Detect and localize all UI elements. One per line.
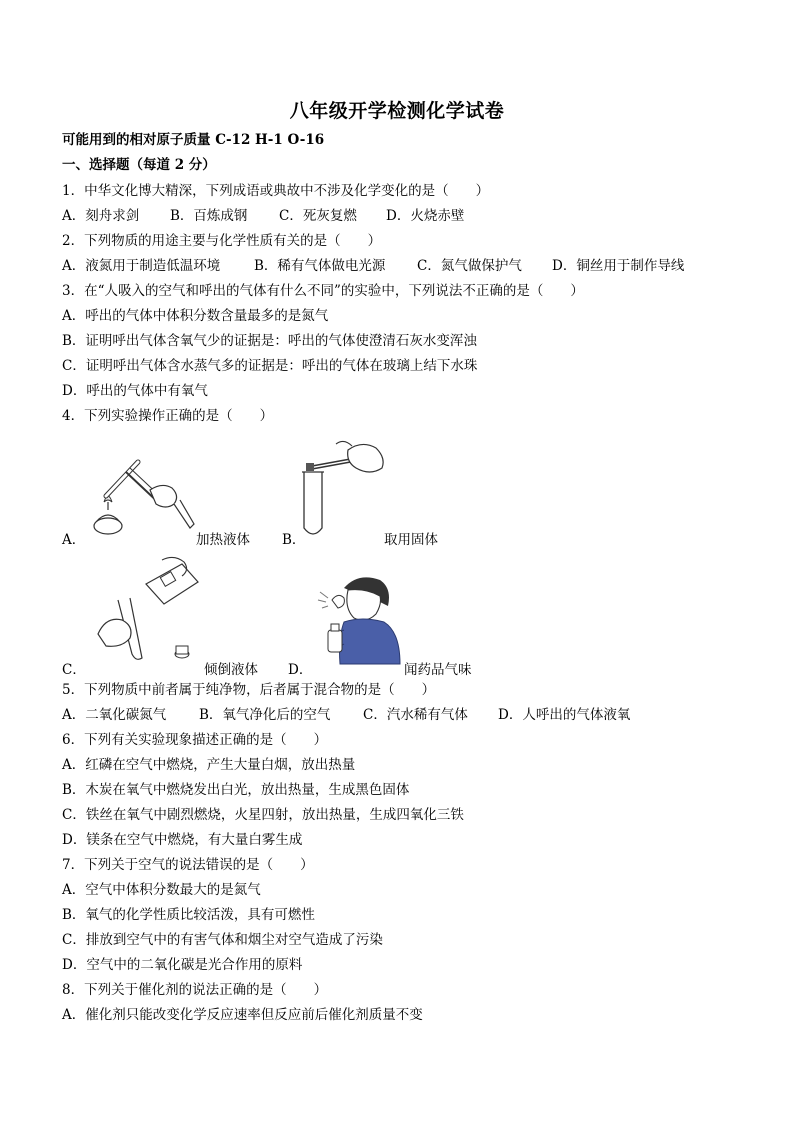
figure-d-letter: D． (288, 662, 313, 678)
figure-b-letter: B． (282, 532, 306, 548)
question-3-option-b: B．证明呼出气体含氧气少的证据是：呼出的气体使澄清石灰水变浑浊 (62, 333, 477, 349)
question-5-options (62, 706, 630, 724)
question-2-stem: 2．下列物质的用途主要与化学性质有关的是（ ） (62, 233, 382, 249)
question-6-option-d: D．镁条在空气中燃烧，有大量白雾生成 (62, 832, 303, 848)
figure-d-smelling-chemicals-image (314, 572, 406, 666)
figure-d-caption: 闻药品气味 (404, 662, 472, 678)
question-1-option-c: C．死灰复燃 (279, 208, 357, 224)
question-5-option-b: B．氧气净化后的空气 (199, 707, 331, 723)
question-1-option-d: D．火烧赤壁 (386, 208, 465, 224)
exam-title: 八年级开学检测化学试卷 (289, 100, 505, 122)
figure-c-letter: C． (62, 662, 86, 678)
question-3-stem: 3．在“人吸入的空气和呼出的气体有什么不同”的实验中，下列说法不正确的是（ ） (62, 283, 584, 299)
question-5-option-c: C．汽水稀有气体 (363, 707, 468, 723)
question-1-option-a: A．刻舟求剑 (62, 208, 140, 224)
figure-a-caption: 加热液体 (196, 532, 250, 548)
question-6-option-a: A．红磷在空气中燃烧，产生大量白烟，放出热量 (62, 757, 356, 773)
figure-b-caption: 取用固体 (384, 532, 438, 548)
figure-a-heating-liquid-image (88, 452, 198, 540)
question-8-stem: 8．下列关于催化剂的说法正确的是（ ） (62, 982, 328, 998)
question-5-stem: 5．下列物质中前者属于纯净物，后者属于混合物的是（ ） (62, 682, 436, 698)
question-8-option-a: A．催化剂只能改变化学反应速率但反应前后催化剂质量不变 (62, 1007, 423, 1023)
figure-a-letter: A． (62, 532, 86, 548)
question-1-option-b: B．百炼成钢 (170, 208, 248, 224)
question-5-option-a: A．二氧化碳氮气 (62, 707, 167, 723)
question-7-option-a: A．空气中体积分数最大的是氮气 (62, 882, 261, 898)
question-1-stem: 1．中华文化博大精深，下列成语或典故中不涉及化学变化的是（ ） (62, 183, 490, 199)
question-2-option-c: C．氮气做保护气 (417, 258, 522, 274)
question-6-option-b: B．木炭在氧气中燃烧发出白光，放出热量，生成黑色固体 (62, 782, 410, 798)
atomic-mass-line: 可能用到的相对原子质量 C-12 H-1 O-16 (62, 132, 325, 148)
figure-c-caption: 倾倒液体 (204, 662, 258, 678)
question-6-stem: 6．下列有关实验现象描述正确的是（ ） (62, 732, 328, 748)
question-2-option-a: A．液氮用于制造低温环境 (62, 258, 221, 274)
question-7-option-c: C．排放到空气中的有害气体和烟尘对空气造成了污染 (62, 932, 383, 948)
question-7-option-b: B．氧气的化学性质比较活泼，具有可燃性 (62, 907, 315, 923)
question-3-option-d: D．呼出的气体中有氧气 (62, 383, 208, 399)
question-6-option-c: C．铁丝在氧气中剧烈燃烧，火星四射，放出热量，生成四氧化三铁 (62, 807, 464, 823)
section-heading: 一、选择题（每道 2 分） (62, 157, 216, 173)
question-5-option-d: D．人呼出的气体液氧 (498, 707, 631, 723)
question-3-option-c: C．证明呼出气体含水蒸气多的证据是：呼出的气体在玻璃上结下水珠 (62, 358, 478, 374)
question-2-option-b: B．稀有气体做电光源 (254, 258, 386, 274)
figure-c-pouring-liquid-image (92, 554, 212, 664)
question-1-options (62, 207, 464, 225)
question-3-option-a: A．呼出的气体中体积分数含量最多的是氮气 (62, 308, 329, 324)
question-7-option-d: D．空气中的二氧化碳是光合作用的原料 (62, 957, 303, 973)
question-7-stem: 7．下列关于空气的说法错误的是（ ） (62, 857, 314, 873)
figure-b-taking-solid-image (296, 436, 388, 540)
question-2-option-d: D．铜丝用于制作导线 (552, 258, 685, 274)
question-4-stem: 4．下列实验操作正确的是（ ） (62, 408, 274, 424)
question-2-options (62, 257, 684, 275)
